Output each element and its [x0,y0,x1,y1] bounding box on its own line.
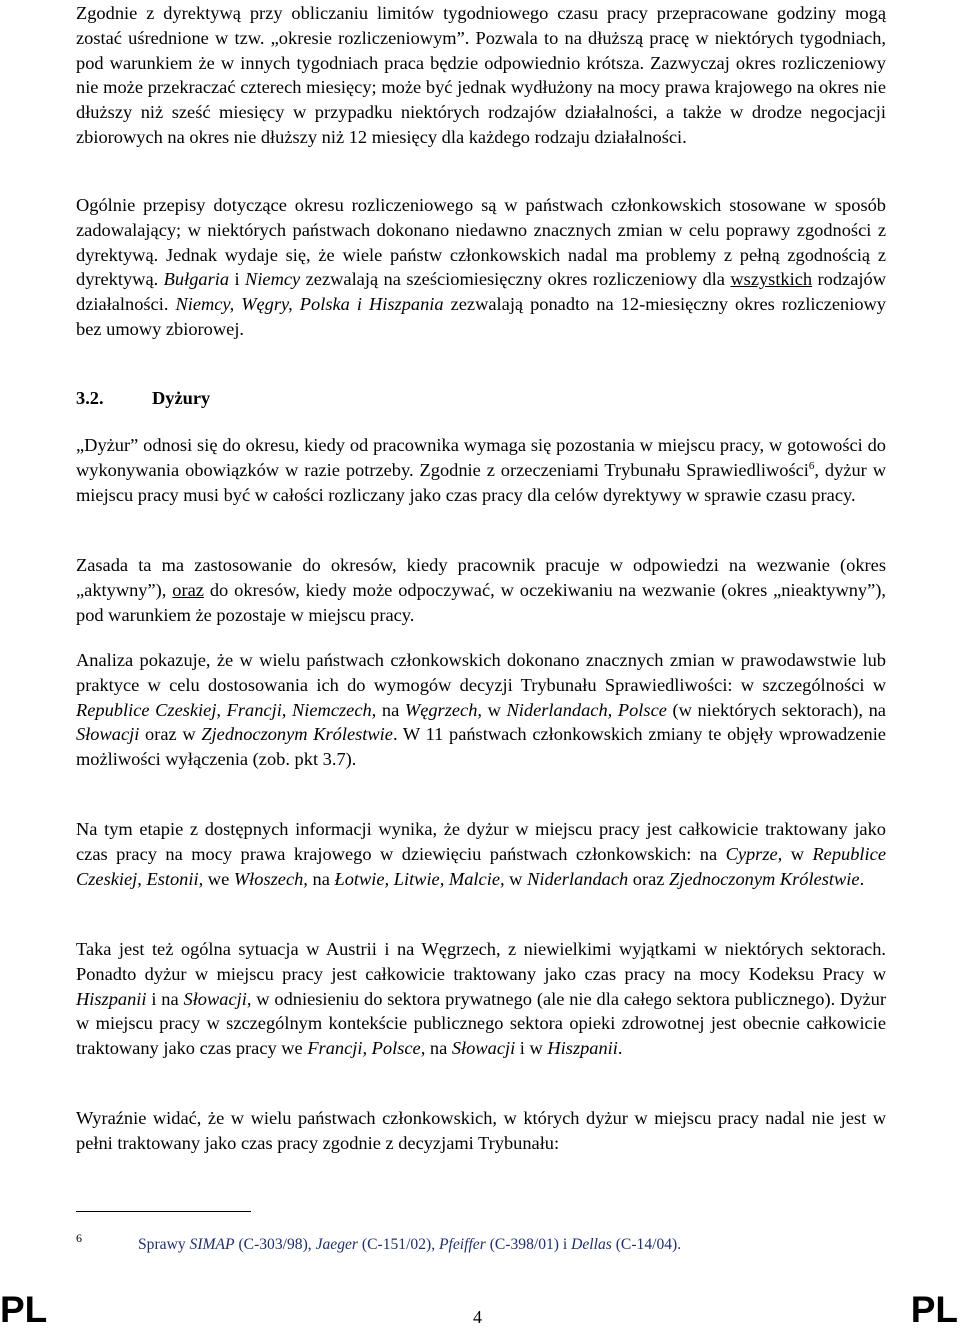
italic-text: Niemcy [245,269,301,290]
italic-text: Łotwie, Litwie, Malcie, [334,868,505,889]
italic-text: Węgrzech, [404,699,482,720]
text-segment: (w niektórych sektorach), na [666,699,886,720]
italic-text: Pfeiffer [439,1236,486,1253]
text-segment: Zgodnie z dyrektywą przy obliczaniu limitów tygodniowego czasu pracy przepracowane godziny mogą zostać uśrednione w tzw. „okresie rozliczeniowym”. Pozwala to na dłuższą pracę w niektórych tygodniach, pod warunkiem że w innych tygodniach praca będzie odpowiednio krótsza. Zazwyczaj okres rozliczeniowy nie może przekraczać czterech miesięcy; może być jednak wydłużony na mocy prawa krajowego na okres nie dłuższy niż sześć miesięcy w przypadku niektórych rodzajów działalności, a także w drodze negocjacji zbiorowych na okres nie dłuższy niż 12 miesięcy dla każdego rodzaju działalności. [76,3,886,147]
underlined-text: wszystkich [730,269,813,290]
italic-text: Włoszech, [233,868,308,889]
italic-text: Niderlandach, Polsce [506,699,667,720]
text-segment: i na [146,988,184,1009]
text-segment: Wyraźnie widać, że w wielu państwach członkowskich, w których dyżur w miejscu pracy nadal nie jest w pełni traktowany jako czas pracy zgodnie z decyzjami Trybunału: [76,1108,886,1153]
paragraph-reference-period [76,1,886,150]
text-segment: (C-151/02), [358,1236,440,1253]
footer-language-left: PL [0,1289,48,1330]
footer-language-right: PL [910,1289,958,1330]
italic-text: Hiszpanii [76,988,147,1009]
text-segment: „Dyżur” odnosi się do okresu, kiedy od pracownika wymaga się pozostania w miejscu pracy, w gotowości do wykonywania obowiązków w razie potrzeby. Zgodnie z orzeczeniami Trybunału Sprawiedliwości [76,435,886,480]
text-segment: (C-303/98), [234,1236,316,1253]
section-heading [76,386,210,410]
text-segment: do okresów, kiedy może odpoczywać, w oczekiwaniu na wezwanie (okres „nieaktywny”), pod warunkiem że pozostaje w miejscu pracy. [76,579,886,625]
text-segment: Ogólnie przepisy dotyczące okresu rozliczeniowego są w państwach członkowskich stosowane w sposób zadowalający; w niektórych państwach dokonano niedawno znacznych zmian w celu poprawy zgodności z dyrektywą. Jednak wydaje się, że wiele państw członkowskich nadal ma problemy z pełną zgodnością z dyrektywą. [76,195,886,290]
italic-text: Słowacji [451,1038,516,1059]
text-segment: oraz [628,868,670,889]
text-segment: na [376,699,405,720]
italic-text: Cyprze, [725,843,783,864]
text-segment: zezwalają na sześciomiesięczny okres rozliczeniowy dla [300,269,731,290]
footnote-divider [76,1211,251,1212]
italic-text: Republice Czeskiej, Francji, Niemczech, [76,699,377,720]
text-segment: rodzajów działalności. [76,269,886,315]
page-number: 4 [473,1307,482,1327]
text-segment: , w odniesieniu do sektora prywatnego (ale nie dla całego sektora publicznego). Dyżur w miejscu pracy w szczególnym kontekście publicznego sektora opieki zdrowotnej jest obecnie całkowicie traktowany jako czas pracy we [76,988,886,1059]
italic-text: Zjednoczonym Królestwie [669,868,860,889]
text-segment: Zasada ta ma zastosowanie do okresów, kiedy pracownik pracuje w odpowiedzi na wezwanie (okres „aktywny”), [76,555,886,600]
text-segment: we [203,868,234,889]
text-segment: na [425,1038,452,1059]
text-segment: Sprawy [138,1236,190,1253]
text-segment: . [617,1038,623,1059]
italic-text: Słowacji [183,988,247,1009]
italic-text: Niderlandach [527,868,629,889]
paragraph-on-call-definition [76,433,886,507]
text-segment: zezwalają ponadto na 12-miesięczny okres rozliczeniowy bez umowy zbiorowej. [76,294,887,339]
section-title: Dyżury [152,388,211,408]
italic-text: Republice Czeskiej, Estonii, [76,843,886,889]
text-segment: i [229,269,246,290]
italic-text: Bułgaria [163,269,230,290]
text-segment: . W 11 państwach członkowskich zmiany te objęły wprowadzenie możliwości wyłączenia (zob. pkt 3.7). [76,724,886,770]
text-segment: Na tym etapie z dostępnych informacji wynika, że dyżur w miejscu pracy jest całkowicie traktowany jako czas pracy na mocy prawa krajowego w dziewięciu państwach członkowskich: na [76,819,886,864]
text-segment: (C-14/04). [611,1236,682,1253]
text-segment: Taka jest też ogólna sytuacja w Austrii i na Węgrzech, z niewielkimi wyjątkami w niektórych sektorach. Ponadto dyżur w miejscu pracy jest całkowicie traktowany jako czas pracy na mocy Kodeksu Pracy w [76,939,886,984]
paragraph-analysis [76,648,886,772]
text-segment: i w [515,1038,548,1059]
paragraph-member-states-compliance [76,193,886,342]
text-segment: na [307,868,335,889]
underlined-text: oraz [172,579,204,600]
italic-text: Niemcy, Węgry, Polska i Hiszpania [175,294,444,315]
footnote-text [138,1236,681,1254]
italic-text: Hiszpanii [547,1038,618,1059]
text-segment: w [782,843,813,864]
italic-text: Zjednoczonym Królestwie [201,724,393,745]
paragraph-conclusion [76,1106,886,1156]
italic-text: Słowacji [76,724,140,745]
text-segment: w [504,868,528,889]
text-segment: oraz w [139,724,202,745]
text-segment: . [859,868,865,889]
text-segment: , dyżur w miejscu pracy musi być w całości rozliczany jako czas pracy dla celów dyrektywy w sprawie czasu pracy. [76,459,886,505]
paragraph-current-stage [76,817,886,891]
section-number: 3.2. [76,388,104,408]
text-segment: w [482,699,507,720]
italic-text: Francji, Polsce, [307,1038,426,1059]
footnote-reference: 6 [808,459,815,472]
text-segment: (C-398/01) i [485,1236,572,1253]
italic-text: SIMAP [189,1236,235,1253]
paragraph-austria-hungary [76,937,886,1061]
paragraph-active-inactive [76,553,886,627]
text-segment: Analiza pokazuje, że w wielu państwach członkowskich dokonano znacznych zmian w prawodawstwie lub praktyce w celu dostosowania ich do wymogów decyzji Trybunału Sprawiedliwości: w szczególności w [76,650,886,695]
footnote-number: 6 [76,1231,82,1245]
italic-text: Dellas [571,1236,612,1253]
italic-text: Jaeger [315,1236,359,1253]
